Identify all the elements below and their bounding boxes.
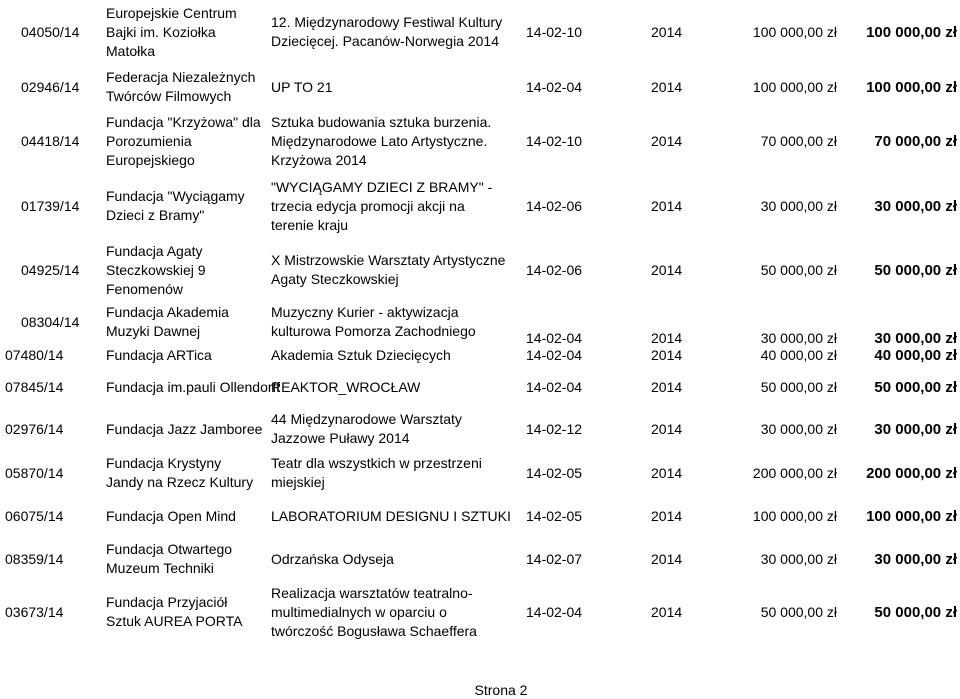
organization-name: Fundacja ARTica — [106, 346, 212, 363]
amount: 200 000,00 zł — [752, 464, 837, 481]
amount: 70 000,00 zł — [760, 132, 837, 149]
application-number: 04050/14 — [21, 23, 80, 40]
application-number: 07480/14 — [5, 346, 64, 363]
amount-granted: 100 000,00 zł — [866, 78, 957, 96]
project-title: 12. Międzynarodowy Festiwal Kultury Dziecięcej. Pacanów-Norwegia 2014 — [271, 14, 503, 49]
decision-date: 14-02-04 — [526, 378, 583, 395]
amount-granted: 30 000,00 zł — [874, 197, 957, 215]
year: 2014 — [651, 329, 683, 346]
project-title: UP TO 21 — [271, 78, 333, 95]
decision-date: 14-02-05 — [526, 464, 583, 481]
year: 2014 — [651, 132, 683, 149]
decision-date: 14-02-04 — [526, 78, 583, 95]
project-title: Akademia Sztuk Dziecięcych — [271, 346, 451, 363]
project-title: Odrzańska Odyseja — [271, 550, 394, 567]
amount-granted: 30 000,00 zł — [874, 550, 957, 568]
table-row — [0, 110, 960, 172]
year: 2014 — [651, 78, 683, 95]
decision-date: 14-02-04 — [526, 603, 583, 620]
application-number: 02946/14 — [21, 78, 80, 95]
amount-granted: 200 000,00 zł — [866, 464, 957, 482]
application-number: 08304/14 — [21, 313, 80, 330]
table-row — [0, 301, 960, 347]
project-title: "WYCIĄGAMY DZIECI Z BRAMY" - trzecia edycja promocji akcji na terenie kraju — [271, 178, 493, 233]
organization-name: Fundacja Otwartego Muzeum Techniki — [106, 541, 233, 576]
year: 2014 — [651, 603, 683, 620]
application-number: 01739/14 — [21, 197, 80, 214]
table-row — [0, 505, 960, 527]
project-title: Teatr dla wszystkich w przestrzeni miejskiej — [271, 455, 482, 490]
organization-name: Fundacja Open Mind — [106, 507, 236, 524]
amount-granted: 30 000,00 zł — [874, 420, 957, 438]
organization-name: Fundacja Akademia Muzyki Dawnej — [106, 304, 229, 339]
application-number: 05870/14 — [5, 464, 64, 481]
decision-date: 14-02-06 — [526, 197, 583, 214]
year: 2014 — [651, 197, 683, 214]
table-row — [0, 67, 960, 107]
organization-name: Federacja Niezależnych Twórców Filmowych — [106, 69, 256, 104]
application-number: 04418/14 — [21, 132, 80, 149]
application-number: 07845/14 — [5, 378, 64, 395]
project-title: Realizacja warsztatów teatralno-multimedialnych w oparciu o twórczość Bogusława Schaeffera — [271, 584, 477, 639]
amount: 100 000,00 zł — [752, 78, 837, 95]
organization-name: Europejskie Centrum Bajki im. Koziołka Matołka — [106, 4, 237, 59]
table-row — [0, 452, 960, 494]
project-title: LABORATORIUM DESIGNU I SZTUKI — [271, 507, 511, 524]
decision-date: 14-02-10 — [526, 23, 583, 40]
amount: 30 000,00 zł — [760, 550, 837, 567]
table-row — [0, 582, 960, 642]
amount: 50 000,00 zł — [760, 378, 837, 395]
application-number: 04925/14 — [21, 261, 80, 278]
organization-name: Fundacja "Krzyżowa" dla Porozumienia Europejskiego — [106, 113, 261, 168]
application-number: 02976/14 — [5, 420, 64, 437]
amount-granted: 100 000,00 zł — [866, 507, 957, 525]
amount-granted: 30 000,00 zł — [874, 329, 957, 347]
year: 2014 — [651, 464, 683, 481]
organization-name: Fundacja im.pauli Ollendorff — [106, 378, 281, 395]
page-number: Strona 2 — [474, 682, 528, 698]
decision-date: 14-02-04 — [526, 346, 583, 363]
amount: 30 000,00 zł — [760, 329, 837, 346]
table-row — [0, 376, 960, 398]
amount: 100 000,00 zł — [752, 507, 837, 524]
decision-date: 14-02-07 — [526, 550, 583, 567]
amount-granted: 50 000,00 zł — [874, 378, 957, 396]
table-row — [0, 538, 960, 580]
amount-granted: 100 000,00 zł — [866, 23, 957, 41]
project-title: 44 Międzynarodowe Warsztaty Jazzowe Puławy 2014 — [271, 411, 462, 446]
project-title: X Mistrzowskie Warsztaty Artystyczne Agaty Steczkowskiej — [271, 252, 506, 287]
year: 2014 — [651, 550, 683, 567]
amount-granted: 50 000,00 zł — [874, 603, 957, 621]
project-title: REAKTOR_WROCŁAW — [271, 378, 421, 395]
table-row — [0, 4, 960, 59]
table-row — [0, 242, 960, 297]
project-title: Muzyczny Kurier - aktywizacja kulturowa Pomorza Zachodniego — [271, 304, 476, 339]
amount: 30 000,00 zł — [760, 197, 837, 214]
year: 2014 — [651, 420, 683, 437]
year: 2014 — [651, 261, 683, 278]
decision-date: 14-02-10 — [526, 132, 583, 149]
project-title: Sztuka budowania sztuka burzenia. Międzynarodowe Lato Artystyczne. Krzyżowa 2014 — [271, 113, 492, 168]
application-number: 06075/14 — [5, 507, 64, 524]
decision-date: 14-02-12 — [526, 420, 583, 437]
decision-date: 14-02-05 — [526, 507, 583, 524]
year: 2014 — [651, 23, 683, 40]
application-number: 08359/14 — [5, 550, 64, 567]
table-row — [0, 175, 960, 237]
amount: 100 000,00 zł — [752, 23, 837, 40]
decision-date: 14-02-06 — [526, 261, 583, 278]
year: 2014 — [651, 378, 683, 395]
organization-name: Fundacja Agaty Steczkowskiej 9 Fenomenów — [106, 242, 206, 297]
amount-granted: 50 000,00 zł — [874, 261, 957, 279]
table-row — [0, 344, 960, 366]
year: 2014 — [651, 507, 683, 524]
organization-name: Fundacja Przyjaciół Sztuk AUREA PORTA — [106, 594, 243, 629]
amount-granted: 70 000,00 zł — [874, 132, 957, 150]
page-footer — [0, 681, 960, 699]
organization-name: Fundacja Krystyny Jandy na Rzecz Kultury — [106, 455, 254, 490]
amount: 50 000,00 zł — [760, 603, 837, 620]
amount: 50 000,00 zł — [760, 261, 837, 278]
organization-name: Fundacja "Wyciągamy Dzieci z Bramy" — [106, 188, 245, 223]
amount-granted: 40 000,00 zł — [874, 346, 957, 364]
table-row — [0, 408, 960, 450]
application-number: 03673/14 — [5, 603, 64, 620]
decision-date: 14-02-04 — [526, 329, 583, 346]
amount: 30 000,00 zł — [760, 420, 837, 437]
organization-name: Fundacja Jazz Jamboree — [106, 420, 263, 437]
amount: 40 000,00 zł — [760, 346, 837, 363]
year: 2014 — [651, 346, 683, 363]
